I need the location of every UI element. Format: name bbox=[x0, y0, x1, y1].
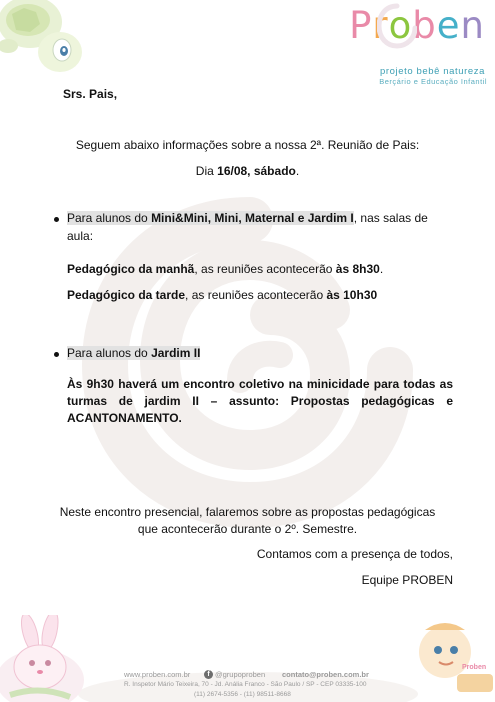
thanks-text: Contamos com a presença de todos, bbox=[256, 547, 453, 561]
closing-line-1: Neste encontro presencial, falaremos sobre as propostas pedagógicas bbox=[59, 505, 436, 519]
morning-time: às 8h30 bbox=[335, 262, 380, 276]
afternoon-schedule bbox=[67, 288, 377, 303]
footer-phones: (11) 2674-5356 - (11) 98511-8668 bbox=[194, 691, 291, 698]
turtle-illustration bbox=[0, 0, 100, 80]
footer-email[interactable]: contato@proben.com.br bbox=[282, 670, 369, 679]
morning-text: , as reuniões acontecerão bbox=[194, 262, 336, 276]
logo-tagline: Berçário e Educação Infantil bbox=[379, 77, 487, 86]
bullet-icon bbox=[54, 217, 59, 222]
logo-letter: o bbox=[388, 4, 413, 47]
closing-line-2: que acontecerão durante o 2º. Semestre. bbox=[137, 522, 358, 536]
baby-mascot-illustration bbox=[405, 612, 495, 702]
bullet-1-suffix: , nas salas de bbox=[353, 211, 428, 225]
logo-letter: P bbox=[349, 4, 373, 47]
afternoon-label: Pedagógico da tarde bbox=[67, 288, 186, 302]
logo-letter: r bbox=[372, 4, 389, 47]
logo-letter: n bbox=[460, 4, 485, 47]
mascot-badge: Proben bbox=[462, 664, 487, 671]
jardim-ii-details: Às 9h30 haverá um encontro coletivo na minicidade para todas as turmas de jardim II – assunto: Propostas pedagógicas e ACANTONAMENTO. bbox=[67, 377, 453, 425]
logo-letter: b bbox=[412, 4, 437, 47]
footer-social[interactable]: @grupoproben bbox=[215, 670, 266, 679]
bullet-2-prefix: Para alunos do bbox=[67, 346, 152, 360]
proben-logo bbox=[349, 6, 485, 46]
morning-label: Pedagógico da manhã bbox=[67, 262, 195, 276]
date-suffix: . bbox=[295, 164, 300, 178]
bullet-2-group: Jardim II bbox=[151, 346, 201, 360]
logo-subtitle: projeto bebê natureza bbox=[379, 66, 485, 77]
bullet-2-text bbox=[67, 346, 200, 361]
bullet-icon bbox=[54, 352, 59, 357]
facebook-icon: f bbox=[204, 670, 213, 679]
logo-letter: e bbox=[436, 4, 461, 47]
signature: Equipe PROBEN bbox=[361, 573, 453, 587]
morning-schedule bbox=[67, 262, 383, 277]
afternoon-text: , as reuniões acontecerão bbox=[185, 288, 327, 302]
footer-address: R. Inspetor Mário Teixeira, 70 - Jd. Anália Franco - São Paulo / SP - CEP 03335-100 bbox=[124, 681, 367, 688]
logo-swirl-icon bbox=[377, 2, 417, 50]
bullet-1-continuation: aula: bbox=[67, 229, 94, 243]
intro-text: Seguem abaixo informações sobre a nossa 2ª. Reunião de Pais: bbox=[75, 138, 420, 152]
bullet-1-prefix: Para alunos do bbox=[67, 211, 152, 225]
morning-end: . bbox=[379, 262, 384, 276]
meeting-date bbox=[0, 164, 495, 179]
date-prefix: Dia bbox=[195, 164, 218, 178]
greeting: Srs. Pais, bbox=[63, 87, 118, 101]
date-value: 16/08, sábado bbox=[217, 164, 296, 178]
bullet-1-text bbox=[67, 211, 428, 226]
afternoon-time: às 10h30 bbox=[326, 288, 378, 302]
bunny-illustration bbox=[0, 615, 90, 702]
bullet-1-groups: Mini&Mini, Mini, Maternal e Jardim I bbox=[151, 211, 354, 225]
footer-website[interactable]: www.proben.com.br bbox=[124, 670, 191, 679]
